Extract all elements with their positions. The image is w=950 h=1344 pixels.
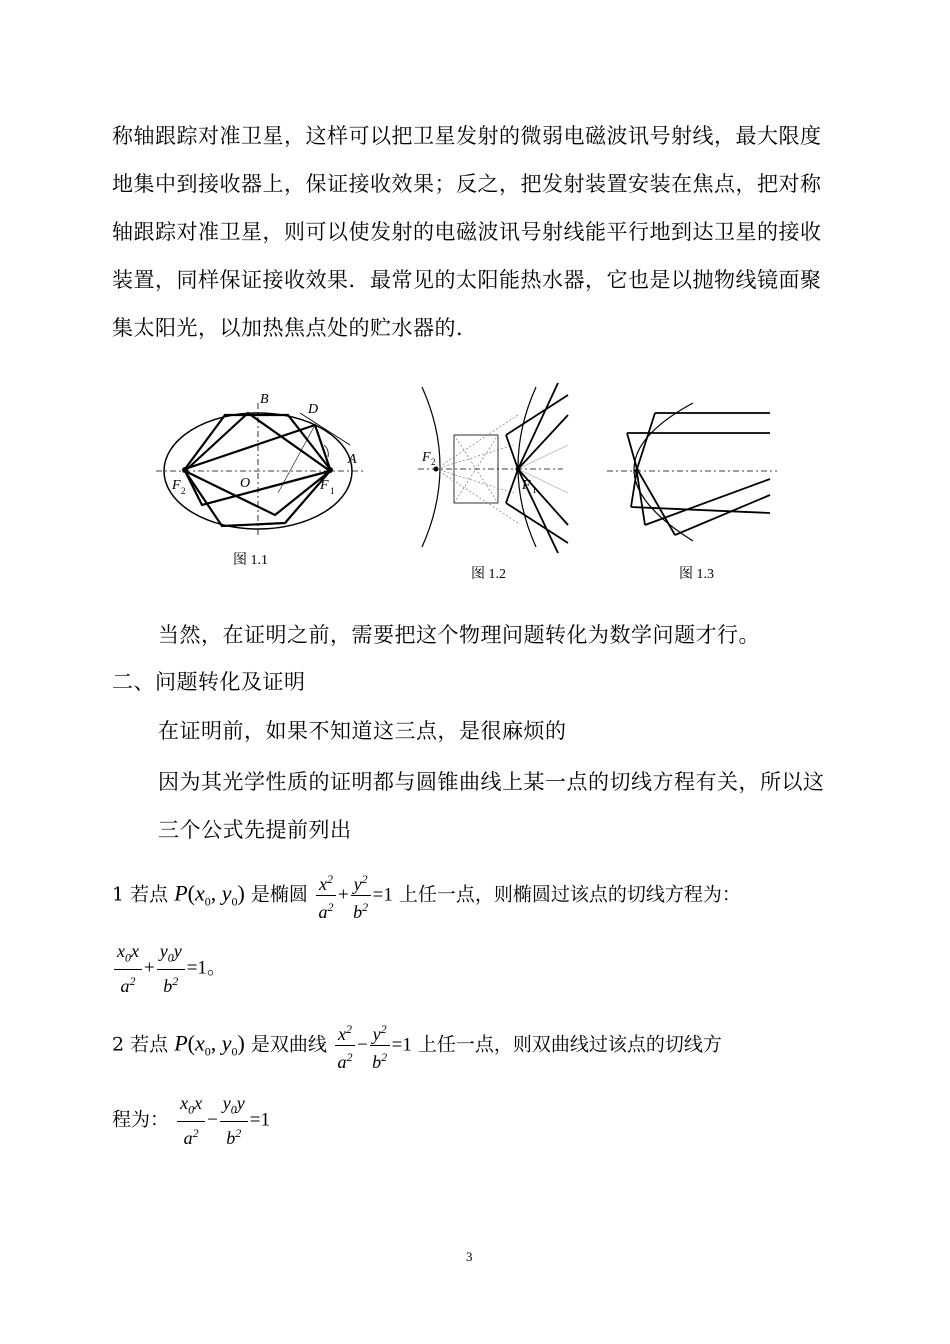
label-o: O <box>240 476 251 491</box>
label-f1: F <box>522 478 531 493</box>
formula-1-prefix: 1 若点 <box>112 883 169 906</box>
label-f1-sub: 1 <box>330 486 335 496</box>
fraction-x2-a2: $\frac{x^2}{a^2}$ <box>316 868 336 923</box>
label-f1-sub: 1 <box>532 485 537 495</box>
formula-1-suffix: 上任一点，则椭圆过该点的切线方程为： <box>398 883 741 906</box>
caption-fig-1-1: 图 1.1 <box>233 553 268 568</box>
figure-hyperbola <box>418 375 578 555</box>
paragraph-intro: 称轴跟踪对准卫星，这样可以把卫星发射的微弱电磁波讯号射线，最大限度地集中到接收器上，保证接收效果；反之，把发射装置安装在焦点，把对称轴跟踪对准卫星，则可以使发射的电磁波讯号射线能平行地到达卫星的接收装置，同样保证接收效果．最常见的太阳能热水器，它也是以抛物线镜面聚集太阳光，以加热焦点处的贮水器的． <box>112 124 822 340</box>
formula-2-middle: 是双曲线 <box>250 1033 327 1056</box>
formula-2-suffix: 上任一点，则双曲线过该点的切线方 <box>417 1033 722 1056</box>
paragraph-reason <box>158 758 838 854</box>
label-f2-sub: 2 <box>181 486 186 496</box>
formula-2-prefix: 2 若点 <box>112 1033 169 1056</box>
formula-ellipse-tangent-result: $\frac{x_0x}{a^2}$ + $\frac{y_0y}{b^2}$ =1。 <box>112 940 838 997</box>
page-number: 3 <box>466 1249 473 1264</box>
fraction-x0x-a2-h: $\frac{x_0x}{a^2}$ <box>177 1092 205 1149</box>
fraction-y2-b2: $\frac{y^2}{b^2}$ <box>351 868 371 923</box>
figure-parabola <box>605 395 780 550</box>
point-p: P <box>174 880 188 906</box>
formula-hyperbola-tangent: 2 若点 $P(x_0$, $y_0$) 是双曲线 $\frac{x^2}{a^2}$ − $\frac{y^2}{b^2}$ =1 上任一点，则双曲线过该点的切线方 <box>112 1018 838 1073</box>
paragraph-before-proof: 在证明前，如果不知道这三点，是很麻烦的 <box>158 719 567 743</box>
formula-1-end: 。 <box>206 956 226 979</box>
label-f2: F <box>422 450 431 465</box>
formula-hyperbola-tangent-result: 程为： $\frac{x_0x}{a^2}$ − $\frac{y_0y}{b^2}$ =1 <box>112 1093 270 1148</box>
label-b: B <box>260 392 269 407</box>
fraction-y2-b2-h: $\frac{y^2}{b^2}$ <box>370 1018 390 1073</box>
fraction-x0x-a2: $\frac{x_0x}{a^2}$ <box>114 940 142 997</box>
fraction-x2-a2-h: $\frac{x^2}{a^2}$ <box>335 1018 355 1073</box>
fraction-y0y-b2-h: $\frac{y_0y}{b^2}$ <box>220 1092 248 1149</box>
label-d: D <box>308 402 319 417</box>
section-heading: 二、问题转化及证明 <box>112 670 306 694</box>
paragraph-transform: 当然，在证明之前，需要把这个物理问题转化为数学问题才行。 <box>158 623 760 647</box>
label-f1: F <box>320 478 329 493</box>
paragraph-reason-text: 因为其光学性质的证明都与圆锥曲线上某一点的切线方程有关，所以这三个公式先提前列出 <box>158 770 825 842</box>
label-a: A <box>348 452 357 467</box>
formula-ellipse-tangent: 1 若点 $P(x_0$, $y_0$) 是椭圆 $\frac{x^2}{a^2}$ + $\frac{y^2}{b^2}$ =1 上任一点，则椭圆过该点的切线方程为： <box>112 868 838 923</box>
formula-1-middle: 是椭圆 <box>250 883 308 906</box>
label-f2-sub: 2 <box>431 457 436 467</box>
point-p-2: P <box>174 1030 188 1056</box>
caption-fig-1-3: 图 1.3 <box>679 567 714 582</box>
caption-fig-1-2: 图 1.2 <box>471 567 506 582</box>
figure-ellipse <box>150 385 380 535</box>
label-f2: F <box>172 478 181 493</box>
fraction-y0y-b2: $\frac{y_0y}{b^2}$ <box>157 940 185 997</box>
formula-2-cont: 程为： <box>112 1108 170 1131</box>
